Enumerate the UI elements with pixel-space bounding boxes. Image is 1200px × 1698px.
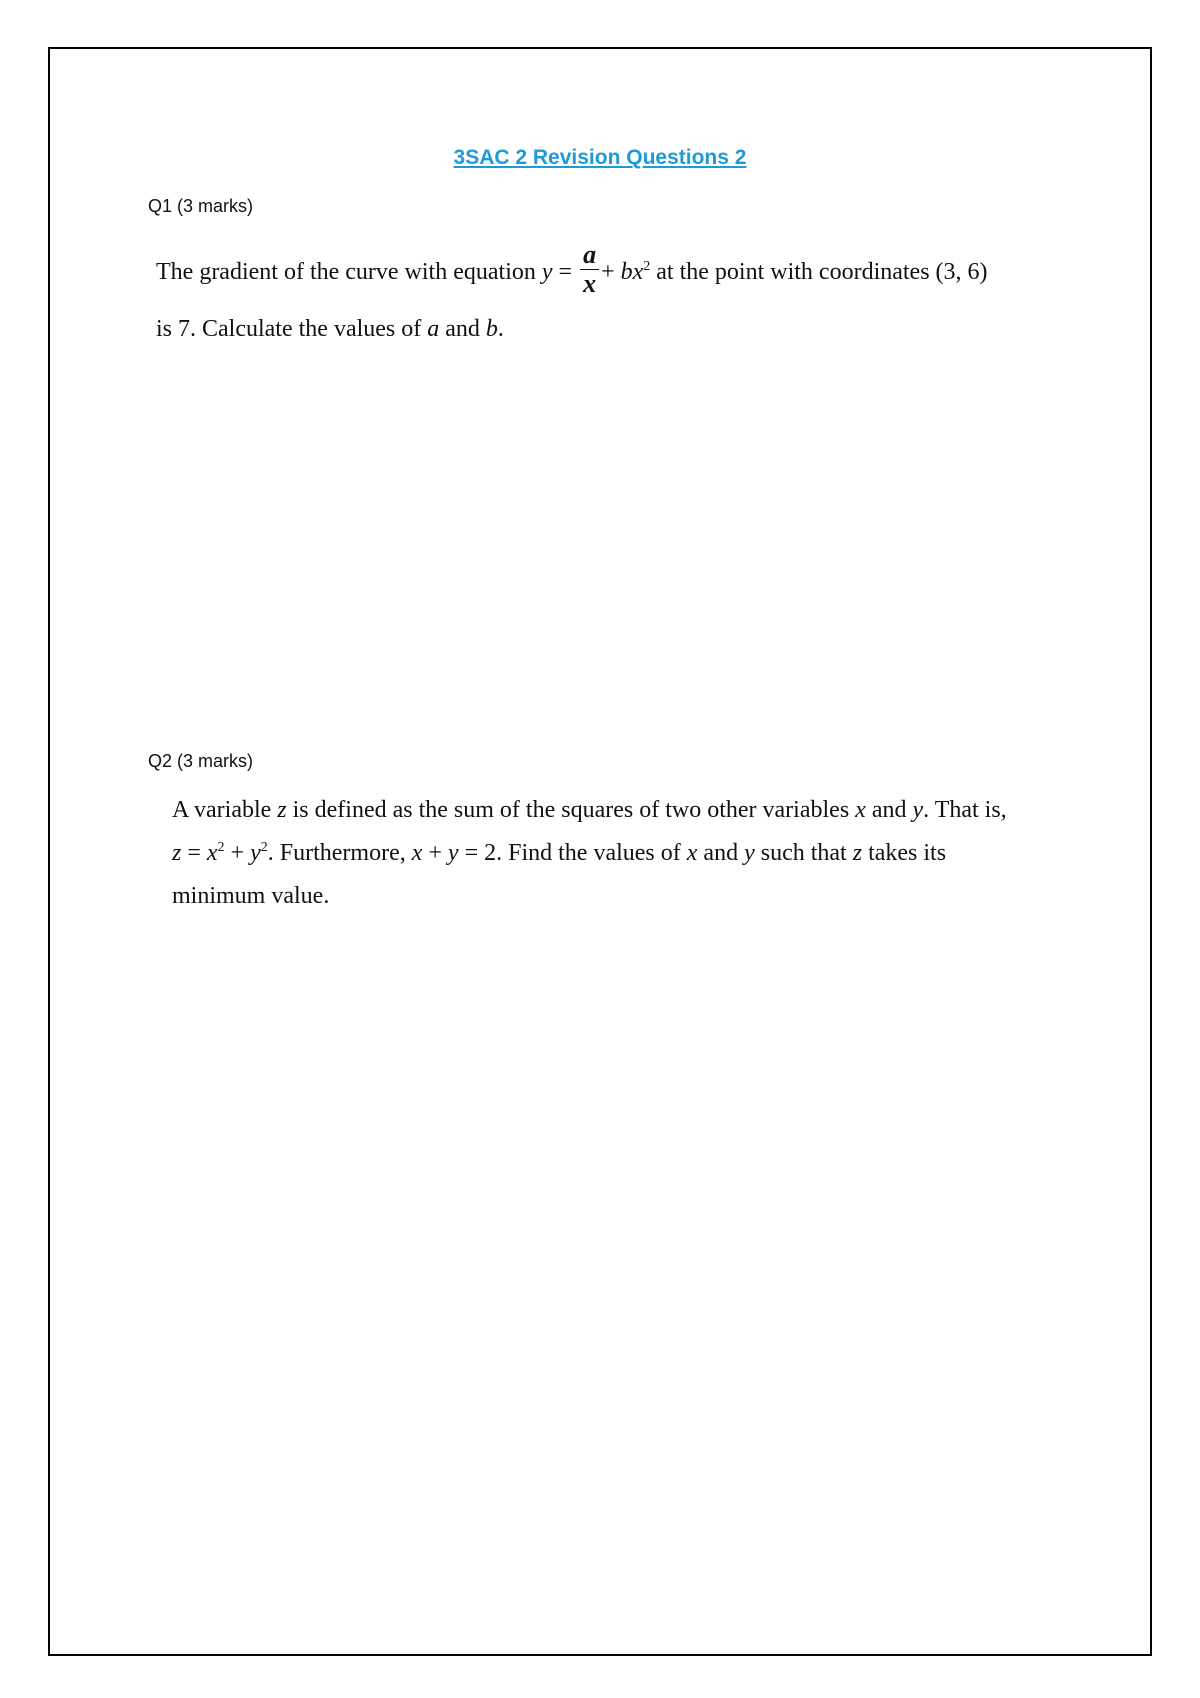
q2-l2-c: . Furthermore, <box>267 840 412 866</box>
q1-line-1 <box>156 240 988 302</box>
q1-var-x: x <box>632 259 644 286</box>
q1-fraction <box>580 241 599 298</box>
q2-line-1 <box>172 797 1007 824</box>
q1-text-a: The gradient of the curve with equation <box>156 259 542 286</box>
q2-line-2 <box>172 840 946 867</box>
q2-line-3: minimum value. <box>172 883 330 909</box>
q2-l2-x3: x <box>686 840 698 866</box>
q1-line-2 <box>156 316 504 343</box>
q2-l2-a: = <box>181 840 207 866</box>
q1-frac-num: a <box>580 241 599 270</box>
q2-l2-z: z <box>172 840 182 866</box>
q2-l2-f: and <box>697 840 745 866</box>
q2-l1-a: A variable <box>172 797 278 823</box>
q2-l2-b: + <box>224 840 251 866</box>
q2-var-x: x <box>855 797 866 823</box>
q2-l1-b: is defined as the sum of the squares of two other variables <box>286 797 856 823</box>
q1-and: and <box>439 316 486 342</box>
q2-l2-z2: z <box>852 840 863 866</box>
q2-l2-y: y <box>250 840 261 866</box>
q1-period: . <box>497 316 504 342</box>
q2-l2-g: such that <box>754 840 853 866</box>
q2-var-z: z <box>277 797 287 823</box>
document-title: 3SAC 2 Revision Questions 2 <box>453 146 747 169</box>
q2-l2-y3: y <box>744 840 755 866</box>
q1-eq: = <box>552 259 579 286</box>
q1-sup: 2 <box>643 259 651 275</box>
q2-l2-e: = 2. Find the values of <box>458 840 687 866</box>
q2-l2-y2: y <box>447 840 459 866</box>
q1-heading: Q1 (3 marks) <box>148 196 254 216</box>
q2-l2-x2: x <box>411 840 423 866</box>
q2-heading: Q2 (3 marks) <box>148 751 254 771</box>
q1-frac-den: x <box>583 269 597 298</box>
q2-l2-d: + <box>422 840 448 866</box>
q2-var-y: y <box>912 797 924 823</box>
q2-l2-h: takes its <box>862 840 947 866</box>
q1-var-b: b <box>620 259 633 286</box>
q2-l2-sup-x: 2 <box>217 840 225 855</box>
q1-var-b2: b <box>485 316 498 342</box>
q1-line2-a: is 7. Calculate the values of <box>156 316 428 342</box>
q1-text-b: at the point with coordinates (3, 6) <box>650 259 988 286</box>
q1-var-a: a <box>427 316 440 342</box>
q2-l2-sup-y: 2 <box>260 840 268 855</box>
q2-l1-c: and <box>865 797 913 823</box>
q1-plus: + <box>601 259 621 286</box>
q2-l1-d: . That is, <box>923 797 1007 823</box>
q1-var-y: y <box>541 259 553 286</box>
q2-l2-x: x <box>206 840 218 866</box>
